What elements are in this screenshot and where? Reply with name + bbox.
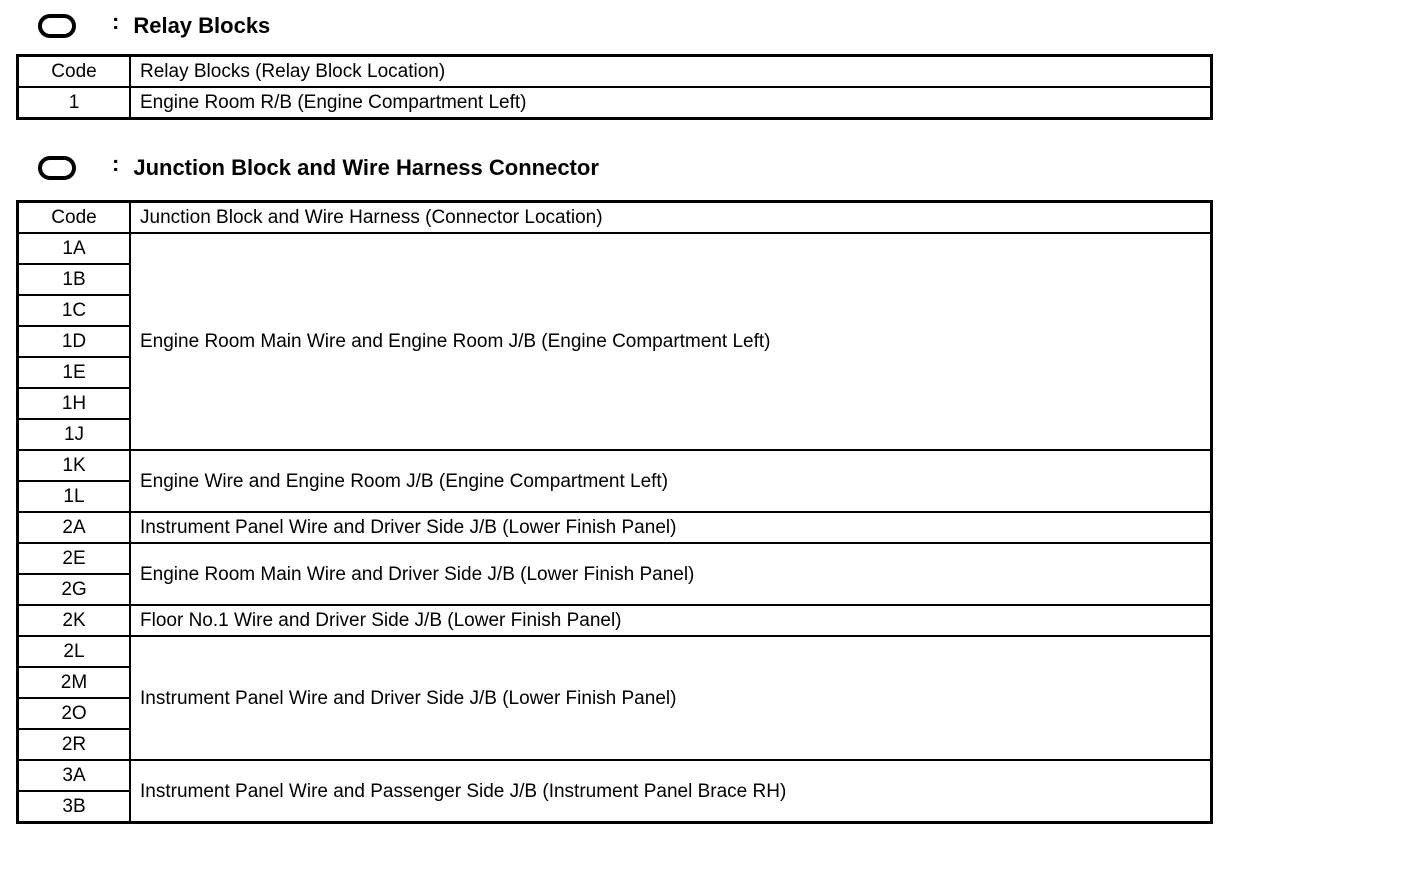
description-cell: Instrument Panel Wire and Driver Side J/B (Lower Finish Panel): [130, 636, 1212, 760]
relay-blocks-heading: [38, 9, 270, 43]
code-cell: 1L: [18, 481, 131, 512]
junction-block-table: [16, 200, 1213, 824]
table-row: [18, 87, 1212, 119]
table-row: [18, 512, 1212, 543]
table-row: [18, 543, 1212, 574]
section-title: Junction Block and Wire Harness Connector: [133, 155, 599, 180]
code-header: Code: [18, 56, 131, 88]
code-cell: 1B: [18, 264, 131, 295]
code-cell: 2M: [18, 667, 131, 698]
code-cell: 1E: [18, 357, 131, 388]
heading-colon: :: [112, 151, 120, 176]
code-cell: 1H: [18, 388, 131, 419]
table-row: [18, 605, 1212, 636]
table-row: [18, 636, 1212, 667]
code-cell: 3A: [18, 760, 131, 791]
relay-blocks-table: [16, 54, 1213, 120]
code-header: Code: [18, 202, 131, 234]
rounded-rect-icon: [38, 156, 76, 180]
section-title: Relay Blocks: [133, 13, 271, 38]
description-cell: Engine Room Main Wire and Driver Side J/B (Lower Finish Panel): [130, 543, 1212, 605]
location-header: Junction Block and Wire Harness (Connector Location): [130, 202, 1212, 234]
code-cell: 2K: [18, 605, 131, 636]
table-header-row: [18, 202, 1212, 234]
code-cell: 2O: [18, 698, 131, 729]
code-cell: 1K: [18, 450, 131, 481]
code-cell: 1C: [18, 295, 131, 326]
code-cell: 2L: [18, 636, 131, 667]
description-cell: Floor No.1 Wire and Driver Side J/B (Lower Finish Panel): [130, 605, 1212, 636]
description-cell: Instrument Panel Wire and Passenger Side J/B (Instrument Panel Brace RH): [130, 760, 1212, 823]
code-cell: 1: [18, 87, 131, 119]
code-cell: 1A: [18, 233, 131, 264]
description-cell: Instrument Panel Wire and Driver Side J/B (Lower Finish Panel): [130, 512, 1212, 543]
table-row: [18, 760, 1212, 791]
table-row: [18, 233, 1212, 264]
junction-block-heading: [38, 151, 599, 185]
code-cell: 2E: [18, 543, 131, 574]
table-header-row: [18, 56, 1212, 88]
code-cell: 1J: [18, 419, 131, 450]
code-cell: 2R: [18, 729, 131, 760]
code-cell: 1D: [18, 326, 131, 357]
code-cell: 3B: [18, 791, 131, 823]
rounded-rect-icon: [38, 14, 76, 38]
heading-colon: :: [112, 9, 120, 34]
location-header: Relay Blocks (Relay Block Location): [130, 56, 1212, 88]
code-cell: 2G: [18, 574, 131, 605]
table-row: [18, 450, 1212, 481]
description-cell: Engine Wire and Engine Room J/B (Engine Compartment Left): [130, 450, 1212, 512]
description-cell: Engine Room R/B (Engine Compartment Left): [130, 87, 1212, 119]
description-cell: Engine Room Main Wire and Engine Room J/B (Engine Compartment Left): [130, 233, 1212, 450]
code-cell: 2A: [18, 512, 131, 543]
